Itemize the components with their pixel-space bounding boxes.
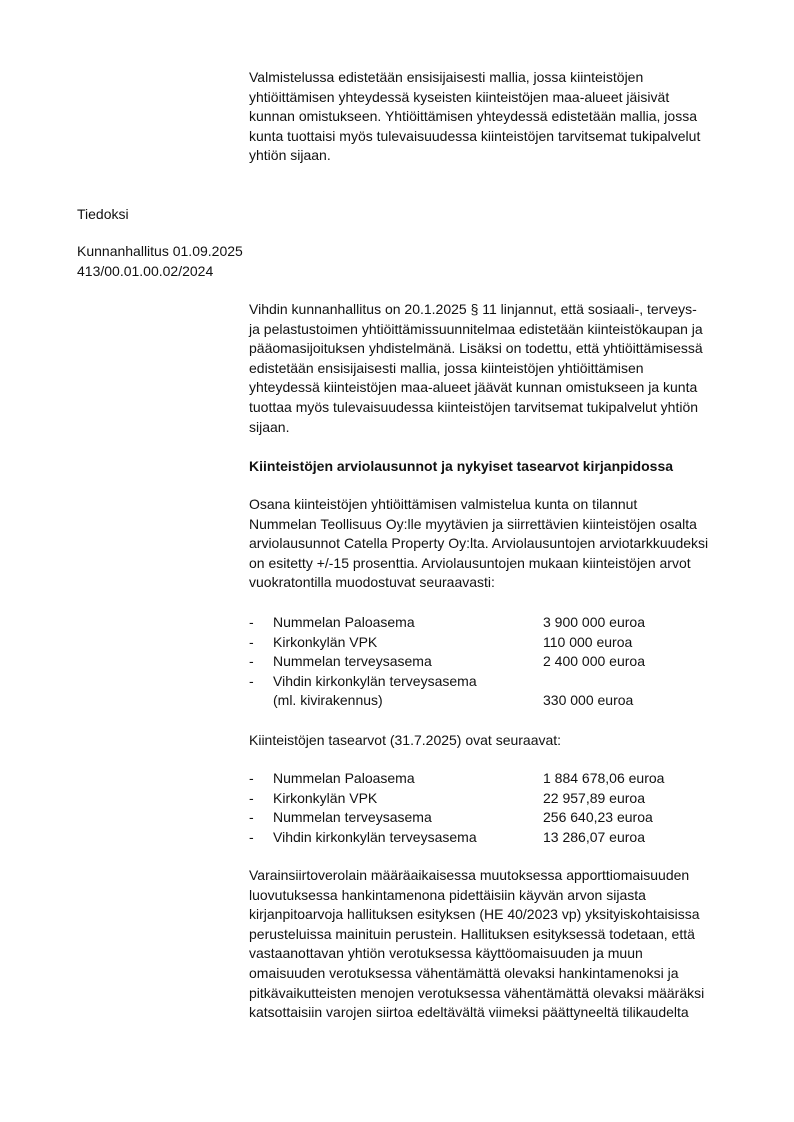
- text-line: vastaanottavan yhtiön verotuksessa käyttöomaisuuden ja muun: [249, 945, 643, 962]
- list-dash: -: [249, 809, 254, 826]
- text-line: Varainsiirtoverolain määräaikaisessa muutoksessa apporttiomaisuuden: [249, 867, 690, 883]
- section-heading-text: Kiinteistöjen arviolausunnot ja nykyiset tasearvot kirjanpidossa: [249, 458, 674, 474]
- valuations-list: [249, 613, 749, 711]
- list-dash: -: [249, 828, 254, 845]
- property-amount: 2 400 000 euroa: [543, 653, 645, 670]
- property-name: Nummelan terveysasema: [273, 653, 432, 670]
- text-line: kunta tuottaisi myös tulevaisuudessa kiinteistöjen tarvitsemat tukipalvelut: [249, 127, 701, 144]
- list-item: [249, 633, 749, 653]
- list-dash: -: [249, 770, 254, 786]
- list-dash: -: [249, 633, 254, 650]
- property-name: Vihdin kirkonkylän terveysasema: [273, 828, 477, 845]
- text-line: perusteluissa mainituin perustein. Hallituksen esityksessä todetaan, että: [249, 925, 695, 942]
- list-dash: -: [249, 614, 254, 630]
- text-line: Valmistelussa edistetään ensisijaisesti mallia, jossa kiinteistöjen: [249, 69, 644, 85]
- balances-list: [249, 769, 749, 847]
- text-line: kunnan omistukseen. Yhtiöittämisen yhteydessä edistetään mallia, jossa: [249, 108, 697, 125]
- property-amount: 3 900 000 euroa: [543, 614, 645, 630]
- text-line: kirjanpitoarvoja hallituksen esityksen (HE 40/2023 vp) yksityiskohtaisissa: [249, 906, 700, 923]
- property-amount: 13 286,07 euroa: [543, 828, 645, 845]
- text-line: yhtiöittämisen yhteydessä kyseisten kiinteistöjen maa-alueet jäisivät: [249, 88, 670, 105]
- text-line: yhteydessä kiinteistöjen maa-alueet jäävät kunnan omistukseen ja kunta: [249, 379, 698, 396]
- transfer-tax-paragraph: [249, 866, 749, 1023]
- property-amount: 256 640,23 euroa: [543, 809, 653, 826]
- property-amount: 1 884 678,06 euroa: [543, 770, 665, 786]
- text-line: sijaan.: [249, 418, 290, 435]
- list-dash: -: [249, 653, 254, 670]
- text-line: omaisuuden verotuksessa vähentämättä olevaksi hankintamenoksi ja: [249, 964, 679, 981]
- section-heading: [249, 457, 749, 477]
- property-name: Nummelan Paloasema: [273, 614, 415, 630]
- property-name: Kirkonkylän VPK: [273, 633, 378, 650]
- property-name: Vihdin kirkonkylän terveysasema: [273, 672, 477, 689]
- property-amount: 22 957,89 euroa: [543, 789, 645, 806]
- property-name: (ml. kivirakennus): [273, 692, 383, 709]
- list-item: [249, 769, 749, 789]
- list-dash: -: [249, 789, 254, 806]
- text-line: tuottaa myös tulevaisuudessa kiinteistöjen tarvitsemat tukipalvelut yhtiön: [249, 398, 699, 415]
- meeting-info: [77, 242, 277, 281]
- list-item: [249, 672, 749, 692]
- appraisal-paragraph: [249, 495, 749, 593]
- balance-intro-text: Kiinteistöjen tasearvot (31.7.2025) ovat seuraavat:: [249, 732, 562, 748]
- text-line: pääomasijoituksen yhdistelmänä. Lisäksi on todettu, että yhtiöittämisessä: [249, 340, 703, 357]
- property-name: Nummelan Paloasema: [273, 770, 415, 786]
- tiedoksi-label: [77, 205, 277, 225]
- list-dash: -: [249, 672, 254, 689]
- list-item: [249, 691, 749, 711]
- property-name: Nummelan terveysasema: [273, 809, 432, 826]
- text-line: arviolausunnot Catella Property Oy:lta. Arviolausuntojen arviotarkkuudeksi: [249, 535, 709, 552]
- balance-intro: [249, 731, 749, 751]
- text-line: ja pelastustoimen yhtiöittämissuunnitelmaa edistetään kiinteistökaupan ja: [249, 320, 703, 337]
- text-line: yhtiön sijaan.: [249, 147, 331, 164]
- text-line: luovutuksessa hankintamenona pidettäisiin käyvän arvon sijasta: [249, 886, 646, 903]
- text-line: pitkävaikutteisten menojen verotuksessa vähentämättä olevaksi määräksi: [249, 984, 705, 1001]
- text-line: Vihdin kunnanhallitus on 20.1.2025 § 11 linjannut, että sosiaali-, terveys-: [249, 301, 697, 317]
- text-line: vuokratontilla muodostuvat seuraavasti:: [249, 574, 495, 591]
- text-line: on esitetty +/-15 prosenttia. Arviolausuntojen mukaan kiinteistöjen arvot: [249, 554, 691, 571]
- list-item: [249, 828, 749, 848]
- property-amount: 330 000 euroa: [543, 692, 634, 709]
- meeting-board: Kunnanhallitus 01.09.2025: [77, 243, 243, 259]
- text-line: edistetään ensisijaisesti mallia, jossa kiinteistöjen yhtiöittämisen: [249, 359, 644, 376]
- text-line: Nummelan Teollisuus Oy:lle myytävien ja siirrettävien kiinteistöjen osalta: [249, 515, 697, 532]
- intro-paragraph: [249, 68, 749, 166]
- property-amount: 110 000 euroa: [543, 633, 633, 650]
- decision-paragraph: [249, 300, 749, 437]
- list-item: [249, 808, 749, 828]
- meeting-reference: 413/00.01.00.02/2024: [77, 262, 214, 279]
- list-item: [249, 652, 749, 672]
- text-line: katsottaisiin varojen siirtoa edeltävältä viimeksi päättyneeltä tilikaudelta: [249, 1004, 689, 1021]
- list-item: [249, 789, 749, 809]
- text-line: Osana kiinteistöjen yhtiöittämisen valmistelua kunta on tilannut: [249, 496, 638, 512]
- property-name: Kirkonkylän VPK: [273, 789, 378, 806]
- list-item: [249, 613, 749, 633]
- tiedoksi-text: Tiedoksi: [77, 206, 129, 222]
